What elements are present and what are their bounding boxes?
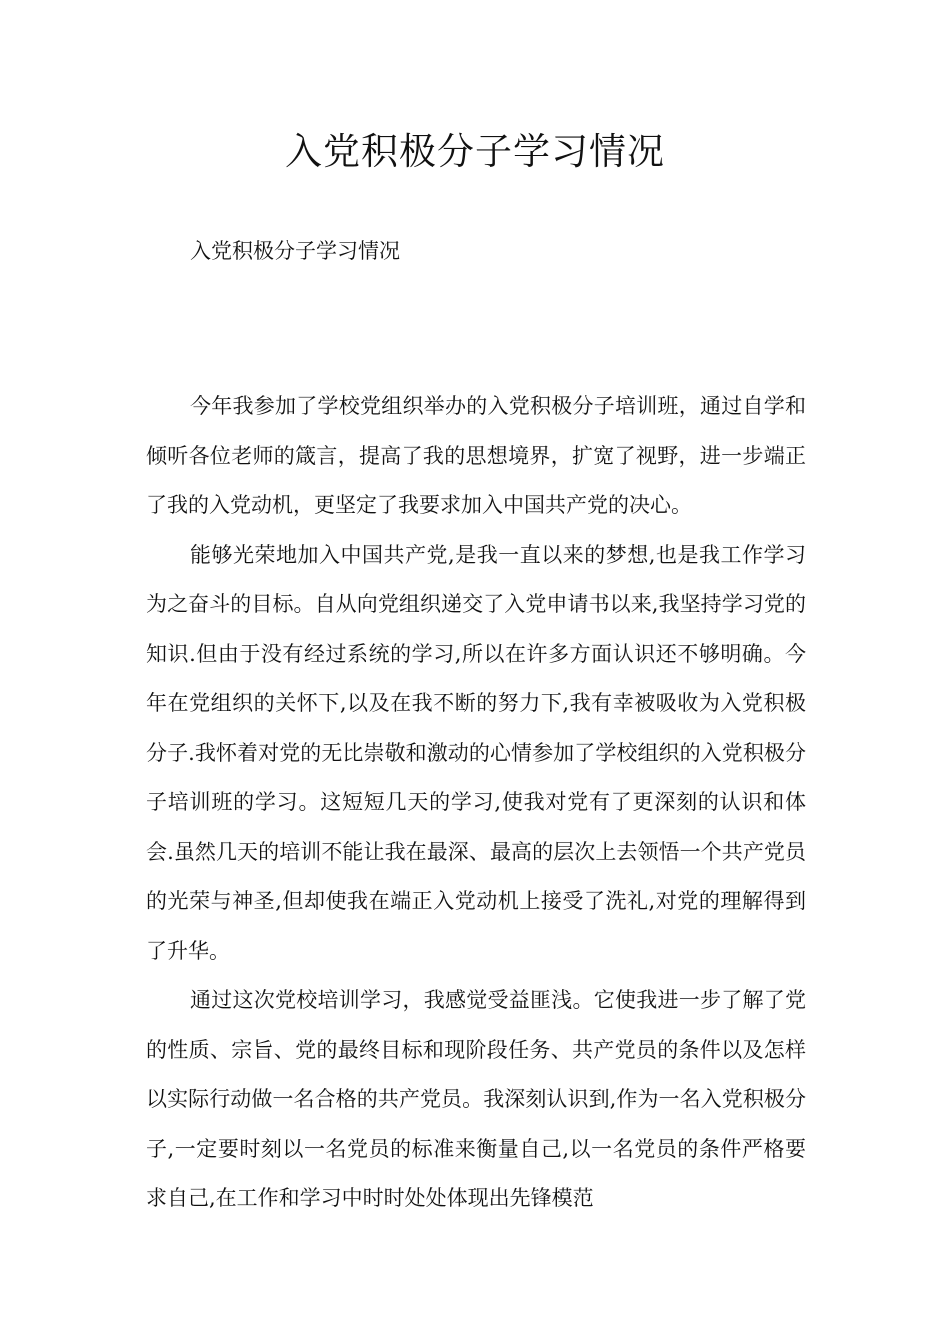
document-subtitle: 入党积极分子学习情况: [190, 239, 400, 263]
paragraph: 能够光荣地加入中国共产党,是我一直以来的梦想,也是我工作学习为之奋斗的目标。自从向党组织递交了入党申请书以来,我坚持学习党的知识.但由于没有经过系统的学习,所以在许多方面认识还不够明确。今年在党组织的关怀下,以及在我不断的努力下,我有幸被吸收为入党积极分子.我怀着对党的无比崇敬和激动的心情参加了学校组织的入党积极分子培训班的学习。这短短几天的学习,使我对党有了更深刻的认识和体会.虽然几天的培训不能让我在最深、最高的层次上去领悟一个共产党员的光荣与神圣,但却使我在端正入党动机上接受了洗礼,对党的理解得到了升华。: [146, 542, 806, 963]
document-body: [146, 382, 806, 1224]
document-title: 入党积极分子学习情况: [285, 130, 665, 173]
paragraph: 通过这次党校培训学习，我感觉受益匪浅。它使我进一步了解了党的性质、宗旨、党的最终目标和现阶段任务、共产党员的条件以及怎样以实际行动做一名合格的共产党员。我深刻认识到,作为一名入党积极分子,一定要时刻以一名党员的标准来衡量自己,以一名党员的条件严格要求自己,在工作和学习中时时处处体现出先锋模范: [146, 988, 806, 1210]
paragraph: 今年我参加了学校党组织举办的入党积极分子培训班，通过自学和倾听各位老师的箴言，提高了我的思想境界，扩宽了视野，进一步端正了我的入党动机，更坚定了我要求加入中国共产党的决心。: [146, 394, 806, 517]
